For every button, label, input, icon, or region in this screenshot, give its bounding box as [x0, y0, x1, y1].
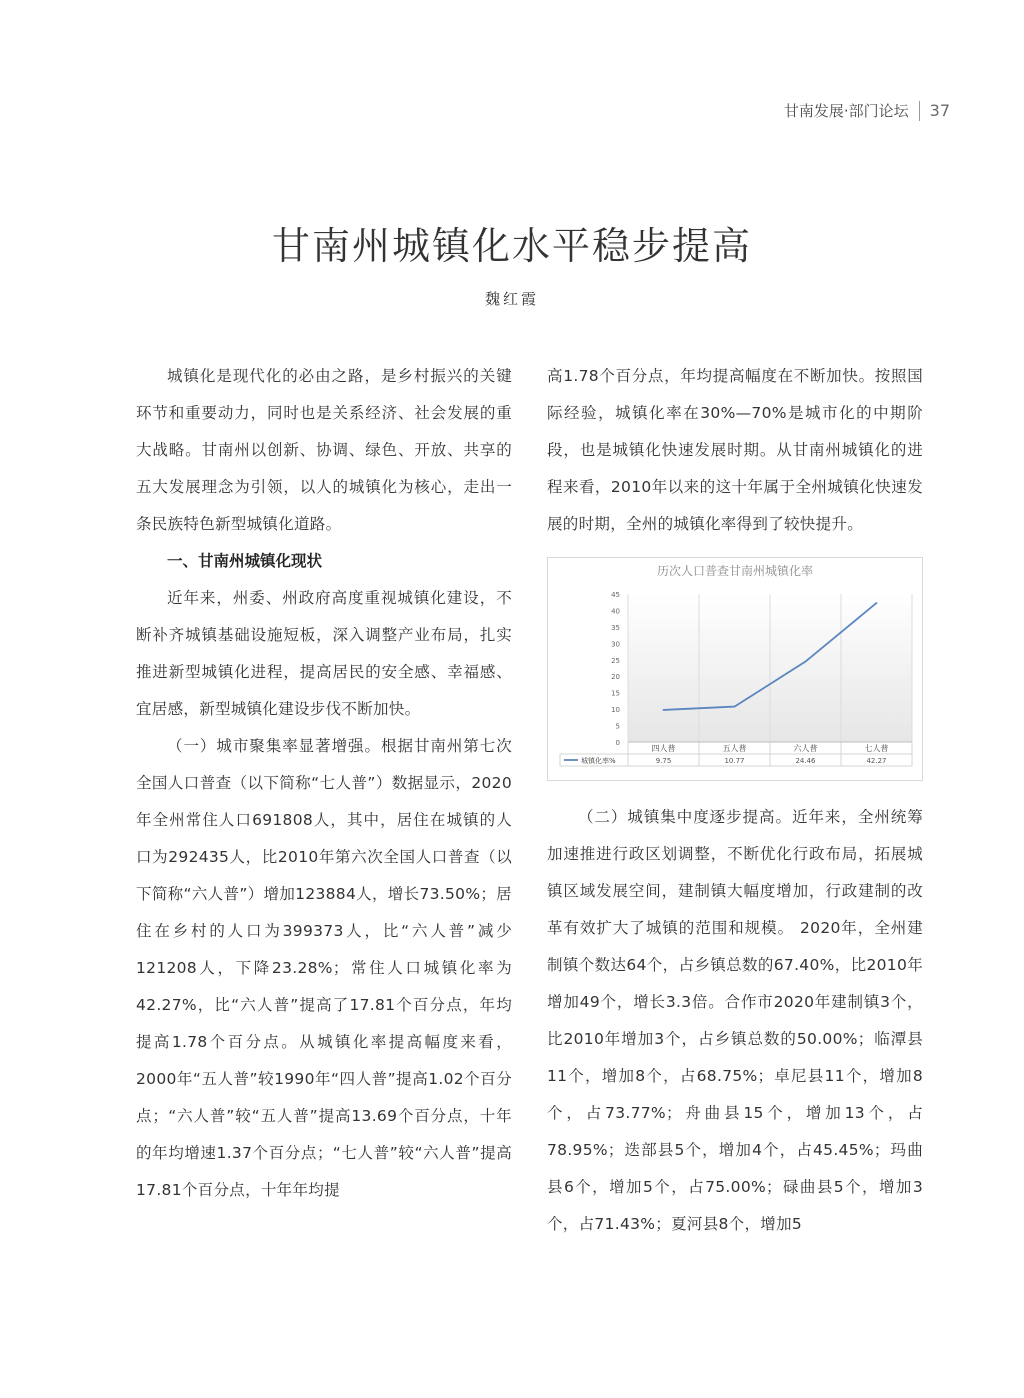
x-category-label: 七人普 [864, 744, 889, 753]
x-category-label: 五人普 [722, 744, 747, 753]
y-tick-label: 40 [611, 607, 620, 616]
paragraph [136, 728, 512, 1209]
data-point [663, 709, 665, 711]
subsection-heading: （二）城镇集中度逐步提高。 [578, 808, 792, 826]
y-tick-label: 10 [611, 706, 620, 715]
page-number: 37 [929, 101, 950, 120]
article-author: 魏红霞 [484, 290, 539, 308]
running-header [784, 100, 950, 121]
y-tick-label: 0 [615, 739, 620, 747]
right-column [547, 358, 923, 1243]
paragraph: 近年来，州委、州政府高度重视城镇化建设，不断补齐城镇基础设施短板，深入调整产业布局，扎实推进新型城镇化进程，提高居民的安全感、幸福感、宜居感，新型城镇化建设步伐不断加快。 [136, 589, 512, 718]
data-value-label: 9.75 [655, 757, 672, 765]
paragraph: 高1.78个百分点，年均提高幅度在不断加快。按照国际经验，城镇化率在30%—70%是城市化的中期阶段，也是城镇化快速发展时期。从甘南州城镇化的进程来看，2010年以来的这十年属于全州城镇化快速发展的时期，全州的城镇化率得到了较快提升。 [547, 367, 923, 533]
subsection-heading: （一）城市聚集率显著增强。 [167, 737, 381, 755]
paragraph [547, 799, 923, 1243]
section-name: 甘南发展·部门论坛 [783, 102, 909, 120]
y-tick-label: 5 [615, 722, 620, 731]
y-tick-label: 25 [611, 656, 620, 665]
legend-label: 城镇化率% [581, 757, 616, 765]
y-tick-label: 20 [611, 673, 620, 682]
data-point [805, 661, 807, 663]
y-tick-label: 30 [611, 640, 620, 649]
article-title: 甘南州城镇化水平稳步提高 [271, 224, 752, 268]
left-column [136, 358, 512, 1209]
chart-title: 历次人口普查甘南州城镇化率 [656, 564, 814, 578]
paragraph: 城镇化是现代化的必由之路，是乡村振兴的关键环节和重要动力，同时也是关系经济、社会发展的重大战略。甘南州以创新、协调、绿色、开放、共享的五大发展理念为引领，以人的城镇化为核心，走出一条民族特色新型城镇化道路。 [136, 367, 512, 533]
data-value-label: 10.77 [724, 757, 745, 765]
x-category-label: 六人普 [793, 744, 818, 753]
header-divider [919, 101, 920, 121]
y-tick-label: 45 [611, 591, 620, 599]
paragraph-body: 近年来，全州统筹加速推进行政区划调整，不断优化行政布局，拓展城镇区域发展空间，建制镇大幅度增加，行政建制的改革有效扩大了城镇的范围和规模。 2020年，全州建制镇个数达64个，占乡镇总数的67.40%，比2010年增加49个，增长3.3倍。合作市2020年建制镇3个，比2010年增加3个，占乡镇总数的50.00%；临潭县11个，增加8个，占68.75%；卓尼县11个，增加8个，占73.77%；舟曲县15个，增加13个，占78.95%；迭部县5个，增加4个，占45.45%；玛曲县6个，增加5个，占75.00%；碌曲县5个，增加3个，占71.43%；夏河县8个，增加5 [547, 808, 924, 1233]
paragraph-body: 根据甘南州第七次全国人口普查（以下简称“七人普”）数据显示，2020年全州常住人口691808人，其中，居住在城镇的人口为292435人，比2010年第六次全国人口普查（以下简称“六人普”）增加123884人，增长73.50%；居住在乡村的人口为399373人，比“六人普”减少121208人，下降23.28%；常住人口城镇化率为42.27%，比“六人普”提高了17.81个百分点，年均提高1.78个百分点。从城镇化率提高幅度来看，2000年“五人普”较1990年“四人普”提高1.02个百分点；“六人普”较“五人普”提高13.69个百分点，十年的年均增速1.37个百分点；“七人普”较“六人普”提高17.81个百分点，十年年均提 [136, 737, 513, 1199]
y-tick-label: 35 [611, 623, 620, 632]
data-point [734, 706, 736, 708]
data-value-label: 42.27 [866, 757, 887, 765]
x-category-label: 四人普 [651, 744, 676, 753]
data-point [876, 602, 878, 604]
section-heading: 一、甘南州城镇化现状 [167, 552, 323, 570]
urbanization-chart [547, 557, 923, 781]
y-tick-label: 15 [611, 689, 620, 698]
chart-svg [548, 558, 922, 780]
data-value-label: 24.46 [795, 757, 816, 765]
